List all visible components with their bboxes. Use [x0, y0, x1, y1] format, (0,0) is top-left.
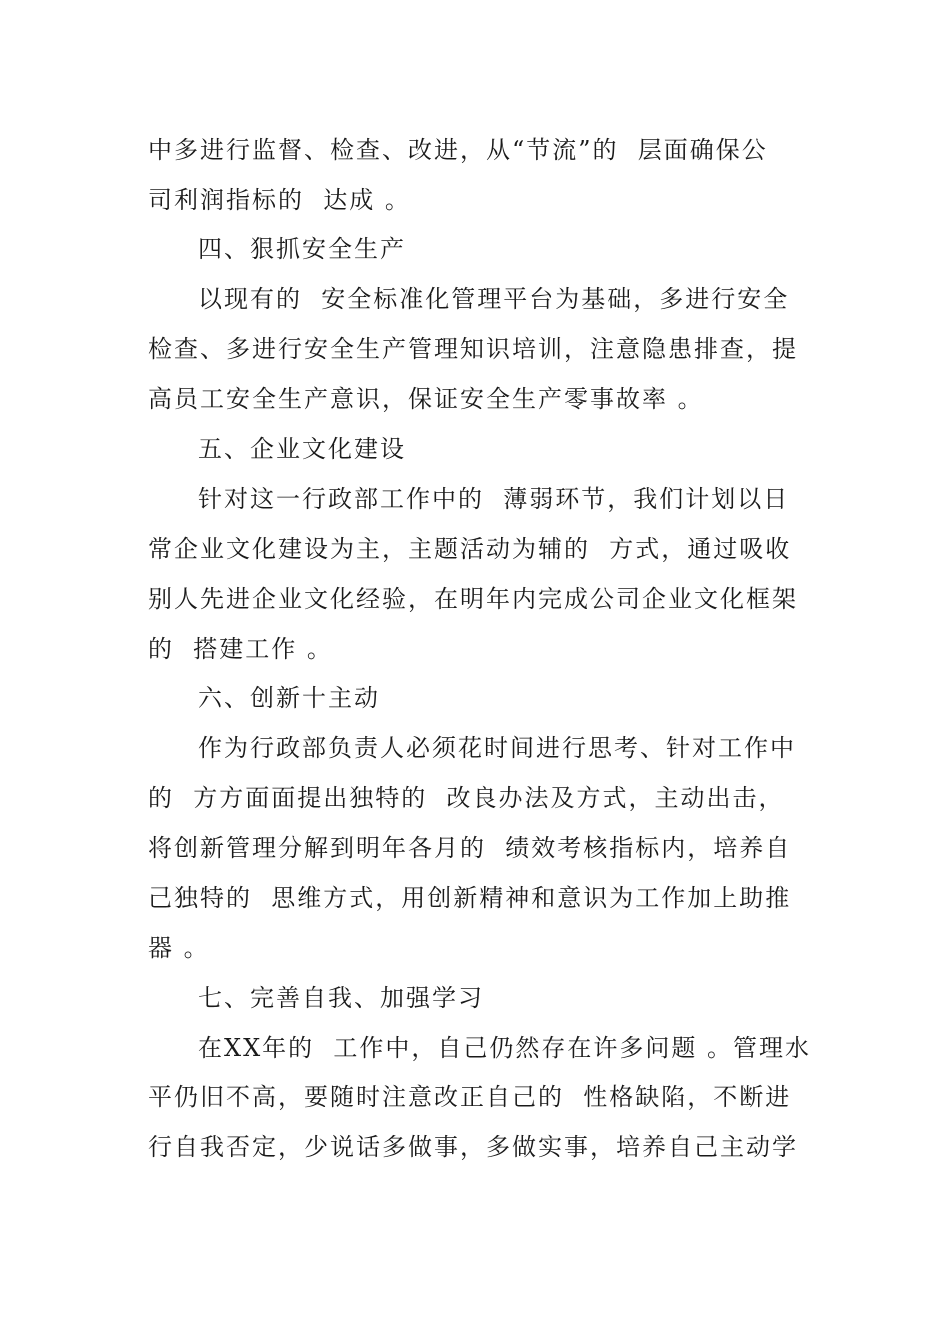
- text-line: 将创新管理分解到明年各月的 绩效考核指标内，培养自: [148, 834, 792, 862]
- text-line: 己独特的 思维方式，用创新精神和意识为工作加上助推: [148, 884, 792, 912]
- text-line: 平仍旧不高，要随时注意改正自己的 性格缺陷，不断进: [148, 1083, 792, 1111]
- text-line: 检查、多进行安全生产管理知识培训，注意隐患排查，提: [148, 335, 798, 363]
- text-line: 常企业文化建设为主，主题活动为辅的 方式，通过吸收: [148, 535, 792, 563]
- text-line: 司利润指标的 达成 。: [148, 186, 411, 214]
- text-line: 以现有的 安全标准化管理平台为基础，多进行安全: [198, 285, 790, 313]
- text-line: 在XX年的 工作中，自己仍然存在许多问题 。管理水: [198, 1034, 812, 1062]
- text-line: 作为行政部负责人必须花时间进行思考、针对工作中: [198, 734, 796, 762]
- section-heading-4: 四、狠抓安全生产: [198, 235, 406, 263]
- text-line: 别人先进企业文化经验，在明年内完成公司企业文化框架: [148, 585, 798, 613]
- text-line: 的 搭建工作 。: [148, 635, 333, 663]
- text-line: 器 。: [148, 934, 210, 962]
- section-heading-6: 六、创新十主动: [198, 684, 380, 712]
- text-line: 行自我否定，少说话多做事，多做实事，培养自己主动学: [148, 1133, 798, 1161]
- text-line: 针对这一行政部工作中的 薄弱环节，我们计划以日: [198, 485, 790, 513]
- text-line: 的 方方面面提出独特的 改良办法及方式，主动出击，: [148, 784, 785, 812]
- text-line: 中多进行监督、检查、改进，从“节流”的 层面确保公: [148, 136, 768, 164]
- section-heading-7: 七、完善自我、加强学习: [198, 984, 484, 1012]
- section-heading-5: 五、企业文化建设: [198, 435, 406, 463]
- text-line: 高员工安全生产意识，保证安全生产零事故率 。: [148, 385, 704, 413]
